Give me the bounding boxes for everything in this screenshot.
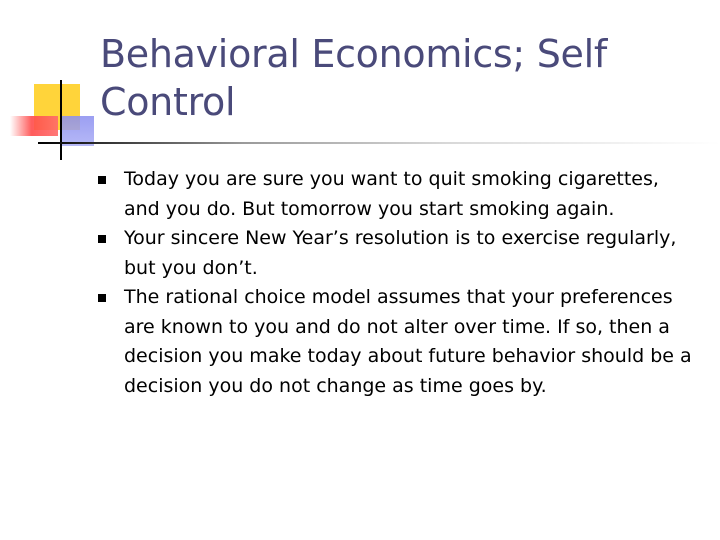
bullet-item: [96, 283, 696, 401]
red-bar-decoration: [10, 116, 58, 136]
slide-title: [100, 30, 700, 126]
square-bullet-icon: [98, 235, 106, 243]
square-bullet-icon: [98, 176, 106, 184]
square-bullet-icon: [98, 294, 106, 302]
bullet-text: Your sincere New Year’s resolution is to exercise regularly, but you don’t.: [124, 227, 677, 279]
bullet-item: [96, 165, 696, 224]
bullet-text: The rational choice model assumes that your preferences are known to you and do not alter over time. If so, then a decision you make today about future behavior should be a decision you do not change as time goes by.: [124, 286, 692, 397]
slide-title-line-2: Control: [100, 80, 236, 124]
bullet-text: Today you are sure you want to quit smoking cigarettes, and you do. But tomorrow you start smoking again.: [124, 168, 659, 220]
vertical-rule-decoration: [60, 80, 62, 160]
decorative-corner-graphic: [0, 0, 110, 170]
bullet-list: [96, 165, 696, 401]
slide-title-line-1: Behavioral Economics; Self: [100, 32, 607, 76]
title-underline-rule: [38, 142, 720, 144]
bullet-item: [96, 224, 696, 283]
